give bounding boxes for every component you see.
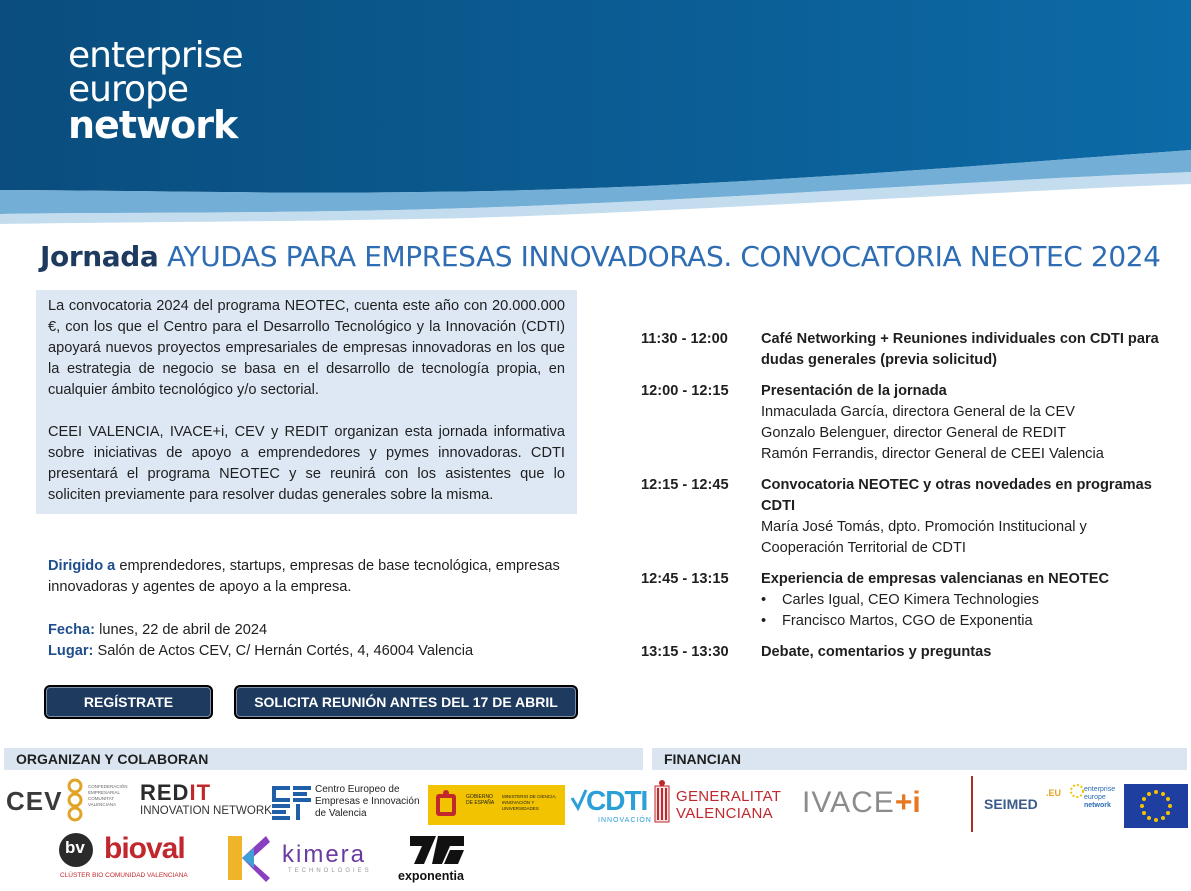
gva-shield-icon (652, 780, 672, 826)
seimed-wordmark: SEIMED (984, 796, 1038, 812)
redit-red: RED (140, 780, 190, 805)
date-label: Fecha: (48, 622, 96, 638)
redit-it: IT (189, 780, 212, 805)
audience-label: Dirigido a (48, 558, 116, 574)
brand-line-3: network (68, 103, 238, 147)
agenda-time: 13:15 - 13:30 (641, 644, 729, 660)
kimera-k-icon (220, 832, 272, 884)
place-row (48, 641, 588, 662)
agenda-speaker: Ramón Ferrandis, director General de CEEI Valencia (761, 446, 1104, 462)
agenda-title: Presentación de la jornada (761, 383, 947, 399)
request-meeting-button[interactable]: SOLICITA REUNIÓN ANTES DEL 17 DE ABRIL (234, 685, 578, 719)
title-main: AYUDAS PARA EMPRESAS INNOVADORAS. CONVOCATORIA NEOTEC 2024 (166, 240, 1161, 273)
redit-logo (140, 780, 272, 822)
agenda-body (761, 329, 1161, 371)
kimera-logo (220, 832, 380, 884)
brand-line-2: europe (68, 69, 188, 110)
agenda-time: 12:45 - 13:15 (641, 571, 729, 587)
spain-coat-of-arms-icon (433, 790, 459, 820)
brand-line-1: enterprise (68, 35, 243, 76)
ceei-logo (272, 784, 424, 824)
een-small-logo (1068, 782, 1118, 828)
cev-wordmark: CEV (6, 786, 63, 816)
agenda-body (761, 642, 1161, 663)
page-title (40, 240, 1170, 273)
gobierno-espana-logo (428, 785, 565, 825)
gva-line-2: VALENCIANA (676, 805, 773, 822)
organizers-heading: ORGANIZAN Y COLABORAN (4, 748, 643, 770)
date-value: lunes, 22 de abril de 2024 (99, 622, 268, 638)
register-button[interactable]: REGÍSTRATE (44, 685, 213, 719)
agenda-item (641, 381, 1161, 465)
ivace-wordmark: IVACE (802, 786, 895, 819)
een-small-line-1: enterprise (1084, 786, 1116, 793)
kimera-subtitle: TECHNOLOGIES (288, 868, 372, 874)
bioval-logo (58, 832, 198, 882)
enterprise-europe-network-logo (68, 35, 243, 147)
agenda-item (641, 569, 1161, 632)
description-paragraph-1: La convocatoria 2024 del programa NEOTEC, cuenta este año con 20.000.000 €, con los que el Centro para el Desarrollo Tecnológico y la Innovación (CDTI) apoyará nuevos proyectos empresariales de empresas innovadoras en los que la estrategia de negocio se basa en el desarrollo de tecnología propia, en cualquier ámbito tecnológico y/o sectorial. (48, 298, 565, 398)
gva-line-1: GENERALITAT (676, 788, 782, 805)
funders-divider (971, 776, 973, 832)
cdti-subtitle: INNOVACIÓN (598, 817, 652, 824)
event-details (48, 620, 588, 662)
place-value: Salón de Actos CEV, C/ Hernán Cortés, 4, 46004 Valencia (97, 643, 474, 659)
agenda-time: 12:00 - 12:15 (641, 383, 729, 399)
cev-chain-icon (64, 778, 86, 822)
agenda-item (641, 475, 1161, 559)
ministerio-text: MINISTERIO DE CIENCIA, INNOVACIÓN Y UNIVERSIDADES (502, 794, 557, 811)
date-row (48, 620, 588, 641)
agenda-speaker: María José Tomás, dpto. Promoción Institucional y Cooperación Territorial de CDTI (761, 519, 1087, 556)
funders-heading: FINANCIAN (652, 748, 1187, 770)
een-stars-icon (1070, 784, 1084, 798)
agenda-body (761, 381, 1161, 465)
agenda-bullet: • Carles Igual, CEO Kimera Technologies (761, 590, 1161, 611)
bioval-wordmark: bioval (104, 832, 185, 865)
een-small-line-3: network (1084, 802, 1111, 809)
ceei-text: Centro Europeo de Empresas e Innovación de Valencia (315, 784, 420, 819)
cev-logo (6, 778, 136, 824)
kimera-wordmark: kimera (282, 841, 367, 868)
exponentia-mark-icon (408, 834, 466, 866)
agenda-time: 12:15 - 12:45 (641, 477, 729, 493)
ivace-plus-i: +i (894, 786, 921, 819)
audience-section (48, 556, 568, 598)
place-label: Lugar: (48, 643, 94, 659)
agenda-title: Café Networking + Reuniones individuales con CDTI para dudas generales (previa solicitud) (761, 331, 1159, 368)
description-box (36, 290, 577, 514)
title-prefix: Jornada (40, 240, 159, 273)
agenda-speaker: Gonzalo Belenguer, director General de REDIT (761, 425, 1067, 441)
agenda-title: Convocatoria NEOTEC y otras novedades en programas CDTI (761, 477, 1152, 514)
ceei-mark-icon (272, 786, 312, 820)
gobierno-text: GOBIERNO DE ESPAÑA (466, 794, 495, 806)
een-small-line-2: europe (1084, 794, 1106, 801)
agenda (641, 329, 1161, 673)
seimed-logo (984, 788, 1064, 818)
header-banner (0, 0, 1191, 230)
agenda-title: Experiencia de empresas valencianas en NEOTEC (761, 571, 1109, 587)
generalitat-valenciana-logo (652, 780, 782, 826)
ivace-logo (802, 786, 952, 822)
seimed-eu: .EU (1046, 788, 1062, 798)
bioval-subtitle: CLÚSTER BIO COMUNIDAD VALENCIANA (60, 872, 188, 879)
exponentia-wordmark: exponentia (398, 869, 464, 883)
agenda-item (641, 329, 1161, 371)
agenda-speaker: Inmaculada García, directora General de la CEV (761, 404, 1075, 420)
exponentia-logo (396, 834, 482, 884)
agenda-item (641, 642, 1161, 663)
bioval-mark-text: bv (65, 838, 85, 857)
agenda-body (761, 569, 1161, 632)
cdti-logo (570, 784, 652, 828)
redit-subtitle: INNOVATION NETWORK (140, 805, 272, 817)
agenda-title: Debate, comentarios y preguntas (761, 644, 992, 660)
agenda-bullet: • Francisco Martos, CGO de Exponentia (761, 611, 1161, 632)
description-paragraph-2: CEEI VALENCIA, IVACE+i, CEV y REDIT organizan esta jornada informativa sobre iniciativas de apoyo a emprendedores y pymes innovadoras. CDTI presentará el programa NEOTEC y se reunirá con los asistentes que lo soliciten previamente para resolver dudas generales sobre la misma. (48, 424, 565, 503)
eu-flag-logo (1124, 784, 1188, 828)
cdti-wordmark: CDTI (586, 785, 648, 816)
audience-text: emprendedores, startups, empresas de base tecnológica, empresas innovadoras y agentes de apoyo a la empresa. (48, 558, 560, 595)
agenda-body (761, 475, 1161, 559)
eu-stars-icon (1124, 784, 1188, 828)
agenda-time: 11:30 - 12:00 (641, 331, 728, 347)
cev-subtitle: CONFEDERACIÓN EMPRESARIAL COMUNITAT VALENCIANA (88, 784, 128, 807)
